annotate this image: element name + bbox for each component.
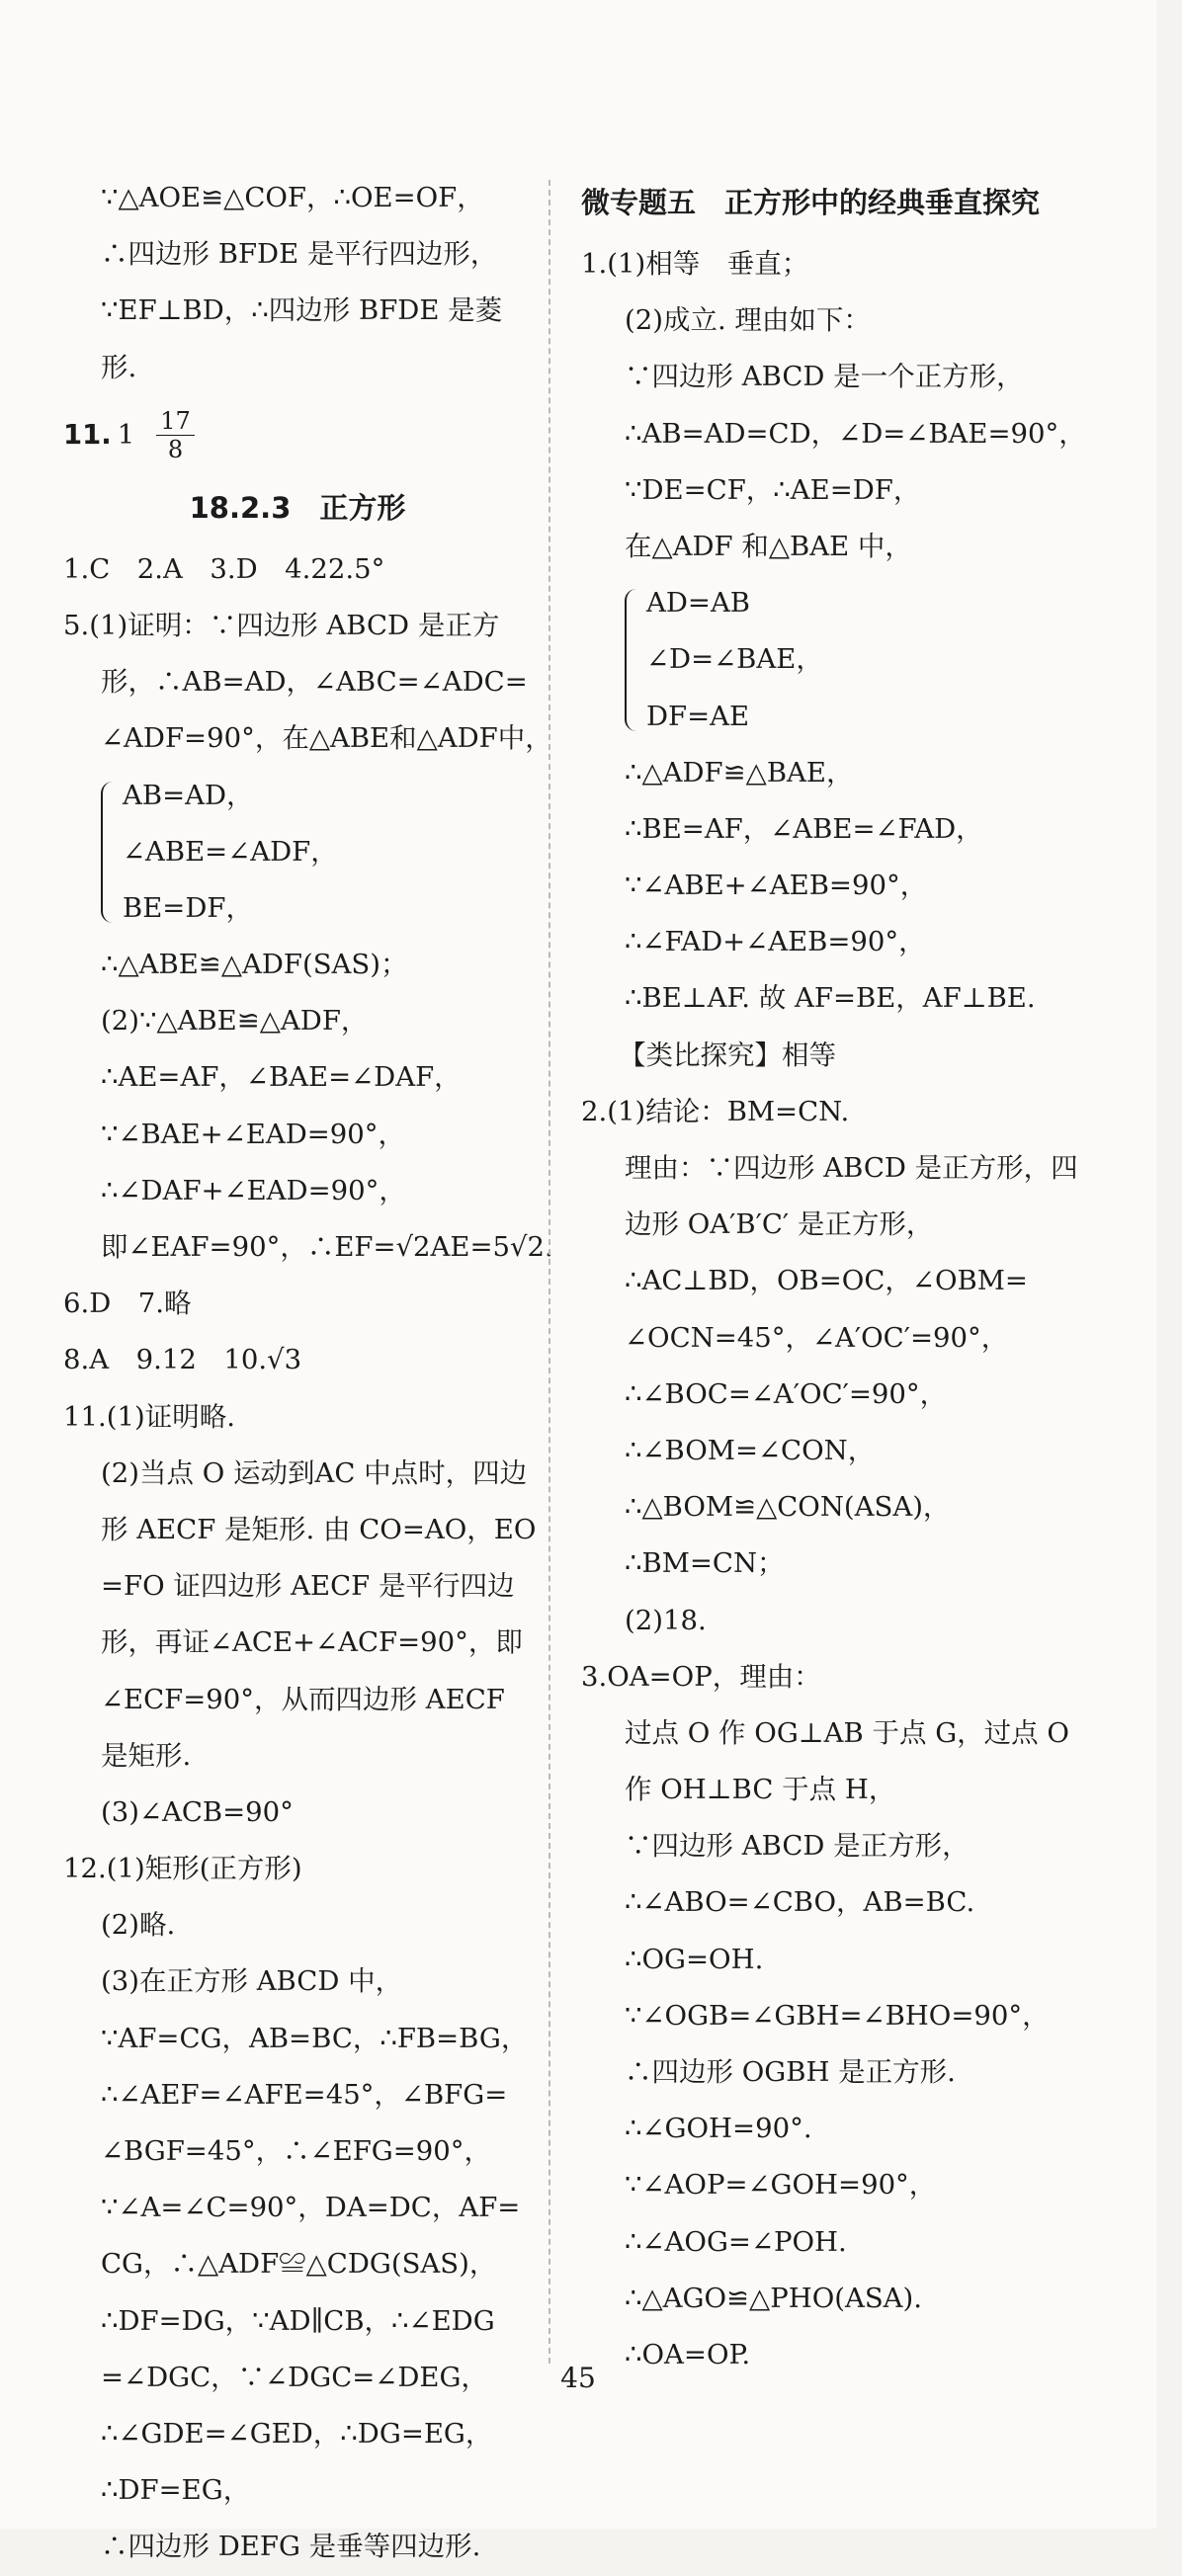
text-line: 11.(1)证明略. <box>63 1400 235 1433</box>
text-line: ∴BE=AF，∠ABE=∠FAD， <box>625 812 983 845</box>
text-line: ∵AF=CG，AB=BC，∴FB=BG， <box>101 2022 529 2054</box>
text-line: 6.D 7.略 <box>63 1288 192 1320</box>
text-line: 8.A 9.12 10.√3 <box>63 1344 302 1376</box>
text-line: 【类比探究】相等 <box>619 1039 836 1071</box>
text-line: (3)∠ACB=90° <box>101 1795 294 1828</box>
text-line: 1.C 2.A 3.D 4.22.5° <box>63 552 385 585</box>
text-line: ∴四边形 OGBH 是正方形. <box>625 2056 956 2088</box>
text-line: ∴△AGO≌△PHO(ASA). <box>625 2282 922 2314</box>
text-line: 5.(1)证明：∵四边形 ABCD 是正方 <box>63 609 500 641</box>
text-line: ∠ABE=∠ADF， <box>123 835 338 868</box>
q11-answer <box>63 396 532 475</box>
text-line: ∵∠AOP=∠GOH=90°， <box>625 2169 937 2202</box>
text-line: ∴∠GOH=90°. <box>625 2113 812 2145</box>
text-line: ∴△ABE≌△ADF(SAS)； <box>101 949 408 981</box>
text-line: ∠OCN=45°，∠A′OC′=90°， <box>625 1321 1009 1354</box>
text-line: ∠ECF=90°，从而四边形 AECF <box>101 1683 505 1715</box>
text-line: 是矩形. <box>101 1739 192 1772</box>
text-line: ∴四边形 DEFG 是垂等四边形. <box>101 2531 481 2563</box>
text-line: 形. <box>101 351 137 383</box>
text-line: ∵∠OGB=∠GBH=∠BHO=90°， <box>625 1999 1050 2032</box>
text-line: (2)成立. 理由如下： <box>625 304 871 337</box>
text-line: (3)在正方形 ABCD 中， <box>101 1965 403 1998</box>
text-line: 12.(1)矩形(正方形) <box>63 1853 302 1885</box>
text-line: ∴DF=EG， <box>101 2474 251 2507</box>
q11-fraction <box>156 407 195 463</box>
text-line: ∠BGF=45°，∴∠EFG=90°， <box>101 2135 492 2167</box>
text-line: ∴∠FAD+∠AEB=90°， <box>625 926 926 958</box>
page-number: 45 <box>560 2362 596 2394</box>
text-line: (2)当点 O 运动到AC 中点时，四边 <box>101 1456 528 1489</box>
text-line: 形 AECF 是矩形. 由 CO=AO，EO <box>101 1513 537 1545</box>
text-line: ∵∠BAE+∠EAD=90°， <box>101 1118 406 1150</box>
column-divider <box>549 180 550 2364</box>
text-line: AD=AB <box>646 587 751 620</box>
text-line: 理由：∵四边形 ABCD 是正方形，四 <box>625 1152 1078 1184</box>
text-line: ∴∠AOG=∠POH. <box>625 2225 847 2258</box>
text-line: 在△ADF 和△BAE 中， <box>625 530 912 562</box>
text-line: 作 OH⊥BC 于点 H， <box>625 1774 896 1806</box>
text-line: ∴DF=DG，∵AD∥CB，∴∠EDG <box>101 2304 495 2337</box>
section-title: 18.2.3 正方形 <box>189 490 406 525</box>
text-line: 即∠EAF=90°，∴EF=√2AE=5√2. <box>101 1231 553 1263</box>
text-line: ∴四边形 BFDE 是平行四边形， <box>101 238 498 271</box>
q11-label: 11. <box>63 419 112 452</box>
text-line: =∠DGC，∵∠DGC=∠DEG， <box>101 2361 488 2393</box>
text-line: ∴∠ABO=∠CBO，AB=BC. <box>625 1886 975 1919</box>
text-line: 过点 O 作 OG⊥AB 于点 G，过点 O <box>625 1716 1069 1749</box>
text-line: ∴BM=CN； <box>625 1547 785 1580</box>
text-line: ∴△BOM≌△CON(ASA)， <box>625 1491 951 1524</box>
text-line: 3.OA=OP，理由： <box>581 1660 821 1693</box>
text-line: (2)略. <box>101 1909 176 1942</box>
text-line: ∴△ADF≌△BAE， <box>625 756 854 789</box>
text-line: ∵四边形 ABCD 是正方形， <box>625 1830 970 1863</box>
text-line: ∴∠DAF+∠EAD=90°， <box>101 1174 406 1206</box>
text-line: 边形 OA′B′C′ 是正方形， <box>625 1208 934 1241</box>
left-column <box>63 170 553 2576</box>
text-line: BE=DF， <box>123 891 253 924</box>
text-line: ∠ADF=90°，在△ABE和△ADF中， <box>101 722 552 755</box>
equation-system <box>63 768 532 938</box>
text-line: ∵四边形 ABCD 是一个正方形， <box>625 361 1024 393</box>
text-line: ∴BE⊥AF. 故 AF=BE，AF⊥BE. <box>625 982 1036 1015</box>
brace-symbol <box>101 782 119 924</box>
text-line: 1.(1)相等 垂直； <box>581 248 809 280</box>
text-line: AB=AD， <box>123 779 254 811</box>
text-line: ∴AC⊥BD，OB=OC，∠OBM= <box>625 1265 1028 1297</box>
text-line: 形，∴AB=AD，∠ABC=∠ADC= <box>101 666 528 699</box>
text-line: ∴AB=AD=CD，∠D=∠BAE=90°， <box>625 417 1086 450</box>
text-line: ∴OG=OH. <box>625 1943 764 1975</box>
text-line: ∴OA=OP. <box>625 2338 751 2370</box>
text-line: ∵△AOE≌△COF，∴OE=OF， <box>101 182 484 213</box>
text-line: ∵EF⊥BD，∴四边形 BFDE 是菱 <box>101 294 503 327</box>
equation-system <box>581 575 1095 745</box>
section-title: 微专题五 正方形中的经典垂直探究 <box>581 186 1041 219</box>
brace-symbol <box>625 589 642 731</box>
text-line: 形，再证∠ACE+∠ACF=90°，即 <box>101 1626 523 1659</box>
text-line: ∴AE=AF，∠BAE=∠DAF， <box>101 1061 462 1094</box>
text-line: =FO 证四边形 AECF 是平行四边 <box>101 1570 515 1603</box>
text-line: ∴∠BOM=∠CON， <box>625 1434 876 1466</box>
text-line: ∴∠AEF=∠AFE=45°，∠BFG= <box>101 2078 508 2111</box>
text-line: DF=AE <box>646 700 750 732</box>
text-line: ∠D=∠BAE， <box>646 643 823 676</box>
text-line: 2.(1)结论：BM=CN. <box>581 1095 850 1127</box>
right-column <box>581 170 1095 2383</box>
text-line: CG，∴△ADF≌△CDG(SAS)， <box>101 2248 497 2281</box>
text-line: ∵DE=CF，∴AE=DF， <box>625 473 921 506</box>
fraction-denominator: 8 <box>167 436 184 464</box>
text-line: ∴∠GDE=∠GED，∴DG=EG， <box>101 2417 493 2450</box>
text-line: ∵∠A=∠C=90°，DA=DC，AF= <box>101 2192 521 2224</box>
fraction-numerator: 17 <box>156 407 195 436</box>
text-line: ∵∠ABE+∠AEB=90°， <box>625 870 928 902</box>
text-line: ∴∠BOC=∠A′OC′=90°， <box>625 1377 948 1410</box>
text-line: (2)18. <box>625 1604 707 1636</box>
q11-value: 1 <box>117 419 135 452</box>
text-line: (2)∵△ABE≌△ADF， <box>101 1005 369 1038</box>
